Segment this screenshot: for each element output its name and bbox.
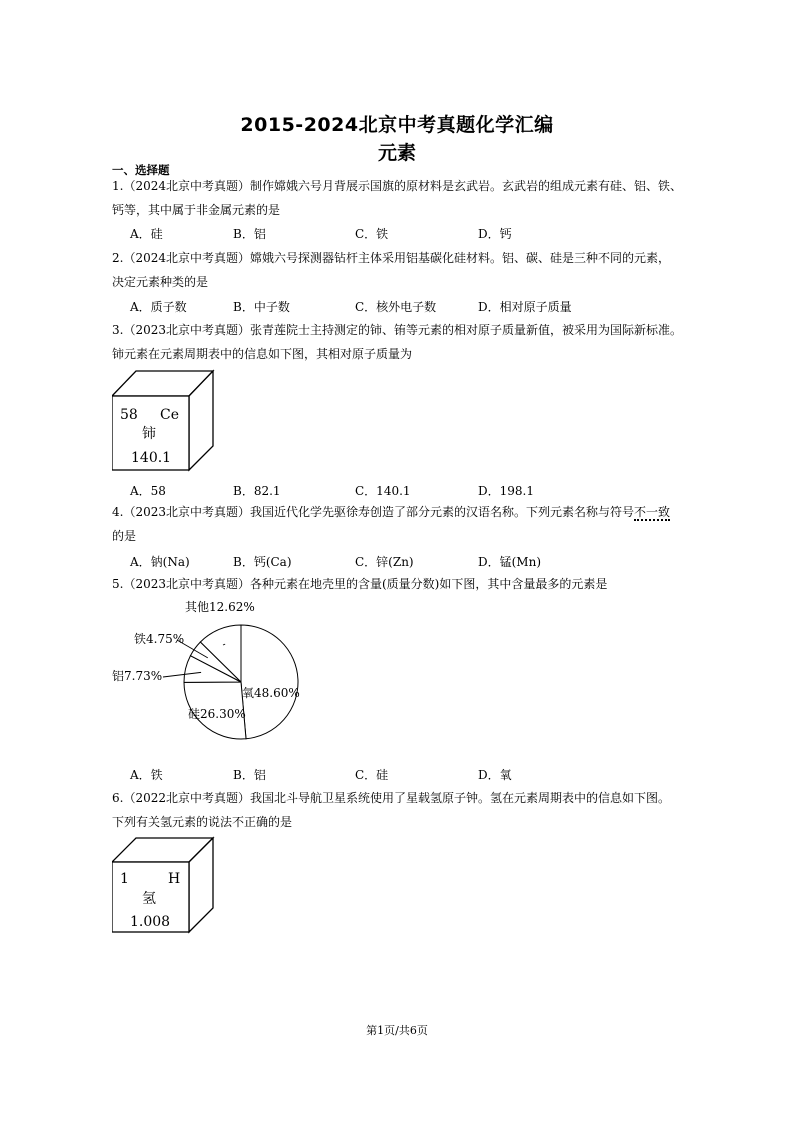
question-4-line1 <box>112 500 692 524</box>
element-symbol: H <box>168 871 181 887</box>
pie-slices <box>184 625 298 739</box>
option-b[interactable]: B．铝 <box>233 768 266 782</box>
label-aluminum: 铝7.73% <box>112 669 163 683</box>
option-c[interactable]: C．核外电子数 <box>355 300 437 314</box>
question-5-line1: 5.（2023北京中考真题）各种元素在地壳里的含量(质量分数)如下图，其中含量最多的元素是 <box>112 577 608 591</box>
question-4-options <box>130 553 690 573</box>
page-subtitle: 元素 <box>377 142 416 164</box>
option-b[interactable]: B．钙(Ca) <box>233 555 292 569</box>
question-1-line1: 1.（2024北京中考真题）制作嫦娥六号月背展示国旗的原材料是玄武岩。玄武岩的组成元素有硅、铝、铁、 <box>112 179 682 193</box>
element-card-cerium <box>112 366 217 472</box>
option-d[interactable]: D．198.1 <box>478 484 534 498</box>
element-name: 铈 <box>142 426 156 442</box>
option-b[interactable]: B．中子数 <box>233 300 290 314</box>
element-card-hydrogen <box>112 834 217 934</box>
emphasis-text: 不一致 <box>634 505 671 519</box>
option-d[interactable]: D．钙 <box>478 227 512 241</box>
section-heading: 一、选择题 <box>112 163 170 177</box>
question-2 <box>112 246 692 294</box>
question-1-line2: 钙等，其中属于非金属元素的是 <box>112 203 281 217</box>
question-2-line2: 决定元素种类的是 <box>112 275 209 289</box>
option-c[interactable]: C．铁 <box>355 227 389 241</box>
option-a[interactable]: A．质子数 <box>130 300 187 314</box>
atomic-number: 58 <box>120 407 138 423</box>
label-other: 其他12.62% <box>185 600 255 614</box>
question-2-options <box>130 298 690 318</box>
option-c[interactable]: C．硅 <box>355 768 389 782</box>
atomic-number: 1 <box>120 871 129 887</box>
question-5-options <box>130 766 690 786</box>
question-4-line2: 的是 <box>112 529 137 543</box>
question-3-options <box>130 482 690 502</box>
option-a[interactable]: A．铁 <box>130 768 163 782</box>
question-5 <box>112 572 692 596</box>
option-c[interactable]: C．140.1 <box>355 484 411 498</box>
question-1 <box>112 174 692 222</box>
option-b[interactable]: B．82.1 <box>233 484 281 498</box>
page-title: 2015-2024北京中考真题化学汇编 <box>240 114 554 136</box>
question-3 <box>112 318 692 366</box>
option-d[interactable]: D．氧 <box>478 768 512 782</box>
option-a[interactable]: A．硅 <box>130 227 163 241</box>
question-6 <box>112 786 692 834</box>
option-a[interactable]: A．58 <box>130 484 166 498</box>
crust-composition-pie-chart <box>105 595 325 760</box>
label-iron: 铁4.75% <box>134 632 185 646</box>
atomic-mass: 1.008 <box>130 914 171 930</box>
option-d[interactable]: D．相对原子质量 <box>478 300 572 314</box>
question-3-line1: 3.（2023北京中考真题）张青莲院士主持测定的铈、铕等元素的相对原子质量新值，被采用为国际新标准。 <box>112 323 682 337</box>
pie-slice-0 <box>241 625 298 739</box>
option-a[interactable]: A．钠(Na) <box>130 555 190 569</box>
question-2-line1: 2.（2024北京中考真题）嫦娥六号探测器钻杆主体采用铝基碳化硅材料。铝、碳、硅是三种不同的元素， <box>112 251 670 265</box>
question-4 <box>112 500 692 548</box>
question-3-line2: 铈元素在元素周期表中的信息如下图，其相对原子质量为 <box>112 347 413 361</box>
question-6-line1: 6.（2022北京中考真题）我国北斗导航卫星系统使用了星载氢原子钟。氢在元素周期表中的信息如下图。 <box>112 791 670 805</box>
element-symbol: Ce <box>160 407 179 423</box>
option-c[interactable]: C．锌(Zn) <box>355 555 414 569</box>
label-silicon: 硅26.30% <box>188 707 246 721</box>
element-name: 氢 <box>142 891 156 907</box>
option-d[interactable]: D．锰(Mn) <box>478 555 542 569</box>
page-footer: 第1页/共6页 <box>366 1024 428 1037</box>
label-oxygen: 氧48.60% <box>242 686 300 700</box>
option-b[interactable]: B．铝 <box>233 227 266 241</box>
atomic-mass: 140.1 <box>131 450 172 466</box>
question-4-text: 4.（2023北京中考真题）我国近代化学先驱徐寿创造了部分元素的汉语名称。下列元素名称与符号 <box>112 505 634 519</box>
question-6-line2: 下列有关氢元素的说法不正确的是 <box>112 815 293 829</box>
question-1-options <box>130 225 690 245</box>
